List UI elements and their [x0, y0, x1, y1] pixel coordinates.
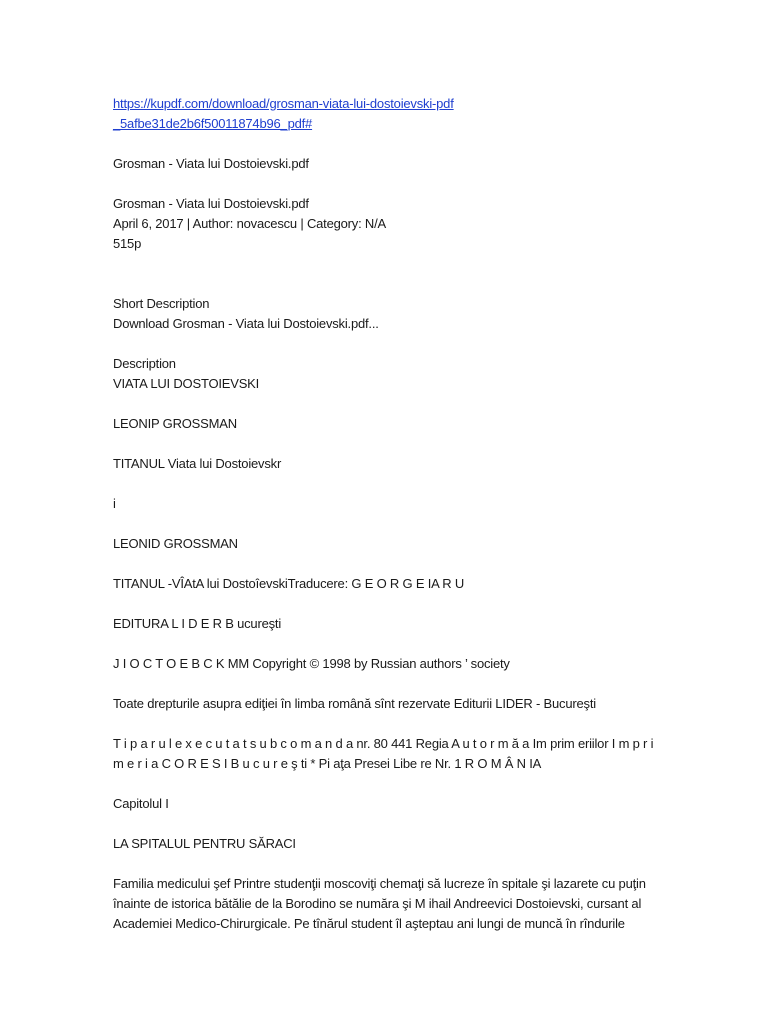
document-title: Grosman - Viata lui Dostoievski.pdf — [113, 156, 309, 171]
description-line-i: i — [113, 496, 116, 511]
paragraph-line-2: înainte de istorica bătălie de la Borodino se număra şi M ihail Andreevici Dostoievski, cursant al — [113, 896, 642, 911]
description-line-title: VIATA LUI DOSTOIEVSKI — [113, 376, 260, 391]
download-link[interactable]: https://kupdf.com/download/grosman-viata-lui-dostoievski-pdf_5afbe31de2b6f50011874b96_pdf# — [113, 96, 454, 131]
paragraph-line-1: Familia medicului şef Printre studenţii moscoviţi chemaţi să lucreze în spitale şi lazarete cu puţin — [113, 876, 646, 891]
description-line-translation: TITANUL -VÎAtA lui DostoîevskiTraducere: G E O R G E IA R U — [113, 576, 465, 591]
meta-info: April 6, 2017 | Author: novacescu | Category: N/A — [113, 216, 386, 231]
description-line-publisher: EDITURA L I D E R B ucureşti — [113, 616, 282, 631]
description-line-copyright: J I O C T O E B C K MM Copyright © 1998 by Russian authors ’ society — [113, 656, 510, 671]
meta-pages: 515p — [113, 236, 142, 251]
description-line-rights: Toate drepturile asupra ediţiei în limba română sînt rezervate Editurii LIDER - Bucureşti — [113, 696, 596, 711]
document-page — [113, 94, 658, 934]
short-description-text: Download Grosman - Viata lui Dostoievski.pdf... — [113, 316, 379, 331]
description-line-print-1: T i p a r u l e x e c u t a t s u b c o m a n d a nr. 80 441 Regia A u t o r m ă a Im prim eriilor I m p r i — [113, 736, 654, 751]
short-description-heading: Short Description — [113, 296, 210, 311]
description-line-author: LEONIP GROSSMAN — [113, 416, 237, 431]
chapter-title: LA SPITALUL PENTRU SĂRACI — [113, 836, 296, 851]
description-heading: Description — [113, 356, 176, 371]
description-line-author-2: LEONID GROSSMAN — [113, 536, 238, 551]
meta-title: Grosman - Viata lui Dostoievski.pdf — [113, 196, 309, 211]
paragraph-line-3: Academiei Medico-Chirurgicale. Pe tînărul student îl aşteptau ani lungi de muncă în rîndurile — [113, 916, 625, 931]
description-line-print-2: m e r i a C O R E S I B u c u r e ş ti * Pi aţa Presei Libe re Nr. 1 R O M Â N IA — [113, 756, 542, 771]
description-line-titan: TITANUL Viata lui Dostoievskr — [113, 456, 282, 471]
chapter-heading: Capitolul I — [113, 796, 169, 811]
